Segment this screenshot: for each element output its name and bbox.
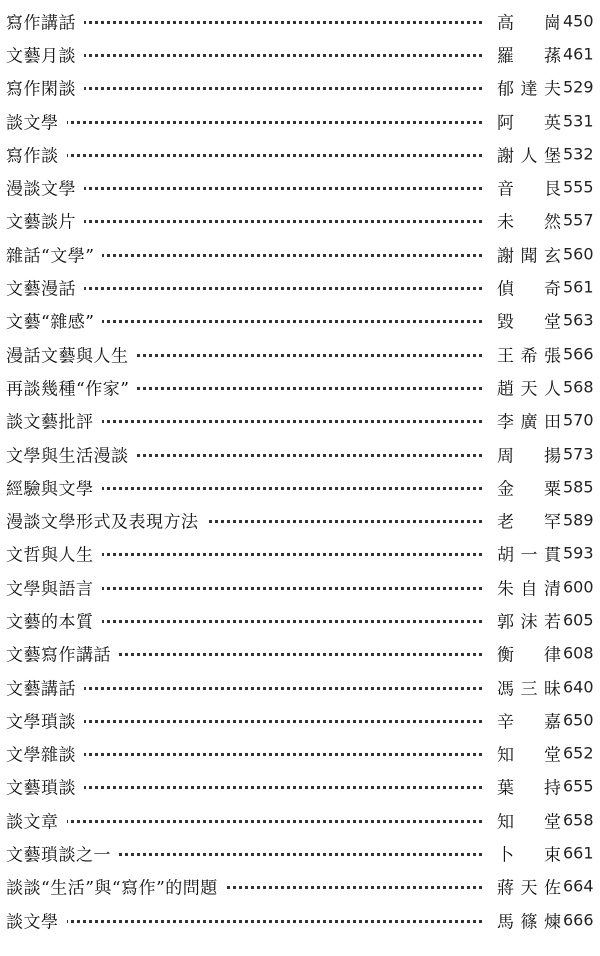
table-of-contents	[0, 4, 600, 936]
entry-title: 寫作閑談	[6, 75, 84, 100]
toc-entry	[0, 4, 600, 37]
entry-author: 知 堂	[497, 812, 561, 833]
toc-entry	[0, 670, 600, 703]
toc-entry	[0, 104, 600, 137]
entry-page-number: 561	[563, 277, 594, 297]
entry-title: 談文藝批評	[6, 408, 102, 433]
toc-entry	[0, 37, 600, 70]
entry-author: 音 艮	[497, 179, 561, 200]
entry-author: 卜 束	[497, 845, 561, 866]
entry-page-number: 529	[563, 77, 594, 97]
entry-page-number: 461	[563, 44, 594, 64]
entry-page-number: 664	[563, 876, 594, 896]
entry-page-number: 560	[563, 244, 594, 264]
entry-title: 談文學	[6, 108, 67, 133]
entry-title: 談文學	[6, 907, 67, 932]
entry-title: 談文章	[6, 807, 67, 832]
toc-entry	[0, 737, 600, 770]
entry-author: 辛 嘉	[497, 712, 561, 733]
entry-title: 文學瑣談	[6, 707, 84, 732]
entry-title: 漫談文學形式及表現方法	[6, 508, 207, 533]
entry-page-number: 640	[563, 677, 594, 697]
toc-entry	[0, 836, 600, 869]
entry-title: 文藝的本質	[6, 607, 102, 632]
toc-entry	[0, 803, 600, 836]
toc-entry	[0, 304, 600, 337]
entry-author: 阿 英	[497, 113, 561, 134]
entry-title: 文藝漫話	[6, 275, 84, 300]
entry-title: 文學與語言	[6, 574, 102, 599]
entry-page-number: 563	[563, 310, 594, 330]
entry-author: 謝聞玄	[497, 246, 561, 267]
entry-page-number: 650	[563, 710, 594, 730]
toc-entry	[0, 870, 600, 903]
dot-leader	[6, 121, 482, 124]
toc-entry	[0, 503, 600, 536]
toc-entry	[0, 570, 600, 603]
entry-author: 蔣天佐	[497, 878, 561, 899]
entry-author: 知 堂	[497, 745, 561, 766]
entry-page-number: 608	[563, 643, 594, 663]
entry-page-number: 557	[563, 210, 594, 230]
entry-author: 周 揚	[497, 446, 561, 466]
entry-author: 王希張	[497, 346, 561, 367]
entry-author: 衡 律	[497, 645, 561, 666]
entry-page-number: 532	[563, 144, 594, 164]
entry-author: 毀 堂	[497, 312, 561, 333]
entry-page-number: 655	[563, 776, 594, 796]
entry-author: 老 罕	[497, 512, 561, 533]
entry-page-number: 585	[563, 477, 594, 497]
dot-leader	[6, 920, 482, 923]
toc-entry	[0, 404, 600, 437]
entry-title: 文藝瑣談之一	[6, 841, 119, 866]
entry-author: 李廣田	[497, 412, 561, 433]
entry-title: 文藝“雜感”	[6, 308, 102, 333]
entry-page-number: 605	[563, 610, 594, 630]
toc-entry	[0, 204, 600, 237]
entry-author: 高 崗	[497, 13, 561, 34]
entry-author: 趙天人	[497, 379, 561, 400]
toc-entry	[0, 71, 600, 104]
entry-page-number: 658	[563, 810, 594, 830]
toc-entry	[0, 270, 600, 303]
toc-entry	[0, 903, 600, 936]
entry-title: 文學與生活漫談	[6, 441, 137, 466]
toc-entry	[0, 770, 600, 803]
entry-page-number: 589	[563, 510, 594, 530]
entry-title: 談談“生活”與“寫作”的問題	[6, 874, 226, 899]
entry-author: 朱自清	[497, 579, 561, 600]
entry-author: 金 粟	[497, 479, 561, 500]
entry-author: 葉 持	[497, 778, 561, 799]
toc-entry	[0, 370, 600, 403]
entry-title: 文藝瑣談	[6, 774, 84, 799]
entry-page-number: 600	[563, 577, 594, 597]
entry-author: 馮三昧	[497, 679, 561, 700]
entry-page-number: 570	[563, 410, 594, 430]
entry-title: 漫話文藝與人生	[6, 341, 137, 366]
toc-entry	[0, 337, 600, 370]
entry-page-number: 593	[563, 543, 594, 563]
toc-entry	[0, 703, 600, 736]
entry-page-number: 450	[563, 11, 594, 31]
entry-page-number: 568	[563, 377, 594, 397]
entry-title: 雜話“文學”	[6, 241, 102, 266]
entry-author: 羅 蓀	[497, 46, 561, 67]
entry-title: 文學雜談	[6, 741, 84, 766]
entry-author: 胡一貫	[497, 545, 561, 566]
entry-page-number: 573	[563, 444, 594, 463]
entry-title: 漫談文學	[6, 175, 84, 200]
entry-author: 未 然	[497, 212, 561, 233]
entry-title: 寫作講話	[6, 8, 84, 33]
entry-page-number: 666	[563, 910, 594, 930]
entry-page-number: 661	[563, 843, 594, 863]
entry-title: 經驗與文學	[6, 474, 102, 499]
toc-entry	[0, 637, 600, 670]
entry-author: 郁達夫	[497, 79, 561, 100]
toc-entry	[0, 470, 600, 503]
entry-author: 偵 奇	[497, 279, 561, 300]
entry-title: 文哲與人生	[6, 541, 102, 566]
dot-leader	[6, 820, 482, 823]
entry-title: 文藝月談	[6, 41, 84, 66]
toc-entry	[0, 137, 600, 170]
entry-page-number: 652	[563, 743, 594, 763]
entry-title: 文藝寫作講話	[6, 641, 119, 666]
entry-author: 謝人堡	[497, 146, 561, 167]
entry-title: 再談幾種“作家”	[6, 374, 137, 399]
entry-author: 馬篠煉	[497, 912, 561, 933]
toc-entry	[0, 603, 600, 636]
entry-title: 文藝談片	[6, 208, 84, 233]
entry-page-number: 555	[563, 177, 594, 197]
entry-title: 寫作談	[6, 141, 67, 166]
entry-author: 郭沫若	[497, 612, 561, 633]
toc-entry	[0, 537, 600, 570]
entry-page-number: 566	[563, 344, 594, 364]
entry-title: 文藝講話	[6, 674, 84, 699]
entry-page-number: 531	[563, 111, 594, 131]
toc-entry	[0, 237, 600, 270]
toc-entry	[0, 170, 600, 203]
dot-leader	[6, 154, 482, 157]
toc-entry	[0, 437, 600, 470]
